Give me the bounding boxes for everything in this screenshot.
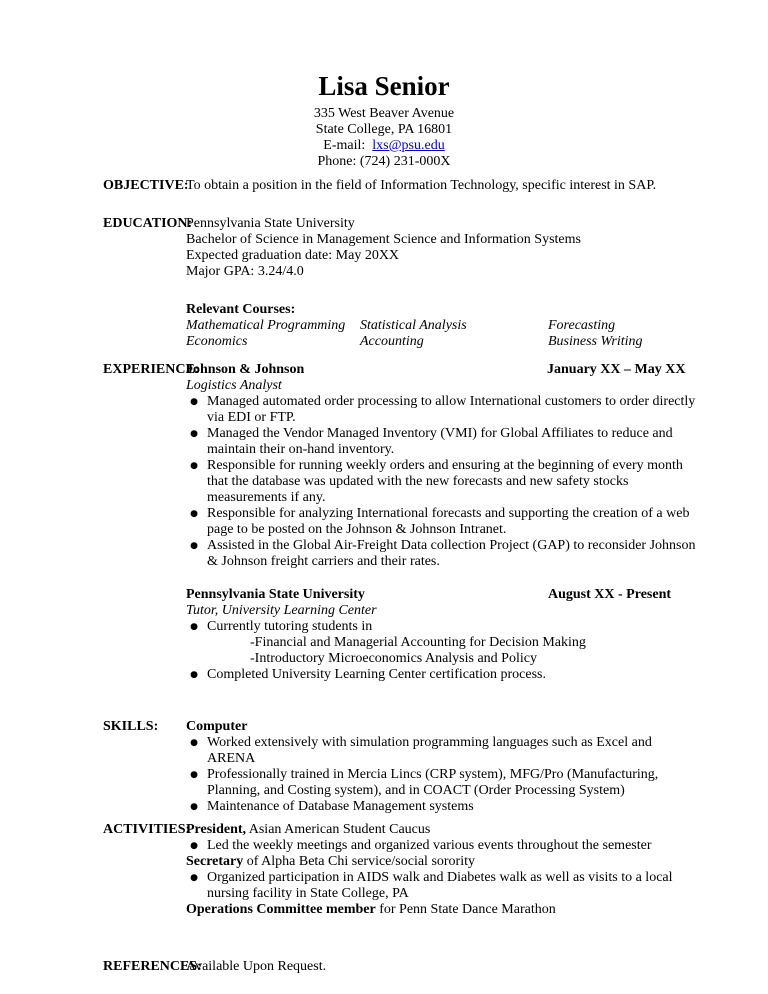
bullet-icon: ●: [190, 429, 198, 439]
address-line-2: State College, PA 16801: [315, 122, 453, 137]
skills-section: [186, 719, 696, 815]
bullet-text: Responsible for running weekly orders and ensuring at the beginning of every month: [207, 458, 683, 473]
organization: for Penn State Dance Marathon: [375, 902, 556, 917]
bullet-text: Planning, and Costing system), and in COACT (Order Processing System): [207, 783, 625, 798]
activity-role: [186, 902, 696, 918]
courses-list: [186, 318, 696, 350]
list-item: [186, 799, 696, 815]
references-text: Available Upon Request.: [186, 959, 327, 974]
course-item: Mathematical Programming: [186, 318, 346, 333]
bullet-icon: ●: [190, 509, 198, 519]
bullet-icon: ●: [190, 541, 198, 551]
course-item: Economics: [186, 334, 248, 349]
course-item: Business Writing: [548, 334, 643, 349]
role-title: Secretary: [186, 854, 244, 869]
bullet-text: that the database was updated with the new forecasts and new safety stocks: [207, 474, 629, 489]
list-item: [186, 767, 696, 799]
role-title: President,: [186, 822, 247, 837]
list-item: [186, 458, 696, 506]
email-link[interactable]: lxs@psu.edu: [372, 138, 445, 153]
experience-section: [186, 362, 696, 683]
email-line: [0, 138, 768, 154]
phone-line: Phone: (724) 231-000X: [317, 154, 451, 169]
bullet-icon: ●: [190, 873, 198, 883]
bullet-text: Assisted in the Global Air-Freight Data collection Project (GAP) to reconsider Johnson: [207, 538, 696, 553]
bullet-text: page to be posted on the Johnson & Johnson Intranet.: [207, 522, 507, 537]
resume-header: [0, 70, 768, 170]
bullet-text: ARENA: [207, 751, 256, 766]
degree: Bachelor of Science in Management Science and Information Systems: [186, 232, 581, 247]
job-title: Logistics Analyst: [186, 378, 282, 393]
bullet-icon: ●: [190, 670, 198, 680]
bullet-text: Maintenance of Database Management systems: [207, 799, 474, 814]
job-title: Tutor, University Learning Center: [186, 603, 377, 618]
sub-item: -Introductory Microeconomics Analysis and Policy: [250, 651, 537, 666]
bullet-text: nursing facility in State College, PA: [207, 886, 409, 901]
objective-text: To obtain a position in the field of Information Technology, specific interest in SAP.: [186, 178, 657, 193]
gpa: Major GPA: 3.24/4.0: [186, 264, 304, 279]
list-item: [186, 538, 696, 570]
list-item: [186, 667, 696, 683]
bullet-text: Managed automated order processing to allow International customers to order directly: [207, 394, 696, 409]
sub-item: -Financial and Managerial Accounting for Decision Making: [250, 635, 586, 650]
bullet-text: via EDI or FTP.: [207, 410, 296, 425]
objective-section: [186, 178, 696, 194]
bullet-text: Led the weekly meetings and organized various events throughout the semester: [207, 838, 652, 853]
skills-label: SKILLS:: [103, 719, 159, 734]
organization: Asian American Student Caucus: [246, 822, 431, 837]
skills-heading: Computer: [186, 719, 248, 734]
graduation-date: Expected graduation date: May 20XX: [186, 248, 400, 263]
list-item: [186, 394, 696, 426]
bullet-text: Organized participation in AIDS walk and Diabetes walk as well as visits to a local: [207, 870, 673, 885]
job-bullets: [186, 619, 696, 683]
bullet-text: Currently tutoring students in: [207, 619, 373, 634]
job-bullets: [186, 394, 696, 570]
employer-name: Johnson & Johnson: [186, 362, 305, 377]
experience-label: EXPERIENCE:: [103, 362, 200, 377]
course-item: Accounting: [360, 334, 424, 349]
list-item: [186, 838, 696, 854]
education-section: [186, 216, 696, 350]
activity-bullets: [186, 838, 696, 854]
role-title: Operations Committee member: [186, 902, 376, 917]
activity-bullets: [186, 870, 696, 902]
bullet-icon: ●: [190, 461, 198, 471]
bullet-icon: ●: [190, 802, 198, 812]
course-item: Forecasting: [548, 318, 616, 333]
candidate-name: Lisa Senior: [318, 71, 450, 101]
references-section: [186, 959, 696, 975]
employment-dates: August XX - Present: [548, 587, 672, 602]
email-label: E-mail:: [323, 138, 373, 153]
bullet-text: maintain their on-hand inventory.: [207, 442, 395, 457]
bullet-text: measurements if any.: [207, 490, 326, 505]
bullet-text: Worked extensively with simulation programming languages such as Excel and: [207, 735, 652, 750]
activities-label: ACTIVITIES:: [103, 822, 191, 837]
list-item: [186, 506, 696, 538]
list-item: [186, 735, 696, 767]
bullet-icon: ●: [190, 622, 198, 632]
job-header: [186, 587, 696, 603]
bullet-icon: ●: [190, 770, 198, 780]
list-item: [186, 870, 696, 902]
job-header: [186, 362, 696, 378]
activity-role: [186, 854, 696, 870]
objective-label: OBJECTIVE:: [103, 178, 189, 193]
organization: of Alpha Beta Chi service/social sorority: [243, 854, 475, 869]
activities-section: [186, 822, 696, 918]
bullet-text: Completed University Learning Center certification process.: [207, 667, 547, 682]
school-name: Pennsylvania State University: [186, 216, 355, 231]
employer-name: Pennsylvania State University: [186, 587, 365, 602]
education-label: EDUCATION:: [103, 216, 193, 231]
bullet-icon: ●: [190, 841, 198, 851]
bullet-text: & Johnson freight carriers and their rates.: [207, 554, 440, 569]
courses-label: Relevant Courses:: [186, 302, 296, 317]
skills-bullets: [186, 735, 696, 815]
references-label: REFERENCES:: [103, 959, 202, 974]
activity-role: [186, 822, 696, 838]
bullet-icon: ●: [190, 738, 198, 748]
list-item: [186, 426, 696, 458]
employment-dates: January XX – May XX: [547, 362, 686, 377]
bullet-text: Responsible for analyzing International forecasts and supporting the creation of a web: [207, 506, 690, 521]
bullet-icon: ●: [190, 397, 198, 407]
bullet-text: Professionally trained in Mercia Lincs (CRP system), MFG/Pro (Manufacturing,: [207, 767, 659, 782]
list-item: [186, 619, 696, 667]
address-line-1: 335 West Beaver Avenue: [313, 106, 455, 121]
bullet-text: Managed the Vendor Managed Inventory (VMI) for Global Affiliates to reduce and: [207, 426, 673, 441]
course-item: Statistical Analysis: [360, 318, 467, 333]
